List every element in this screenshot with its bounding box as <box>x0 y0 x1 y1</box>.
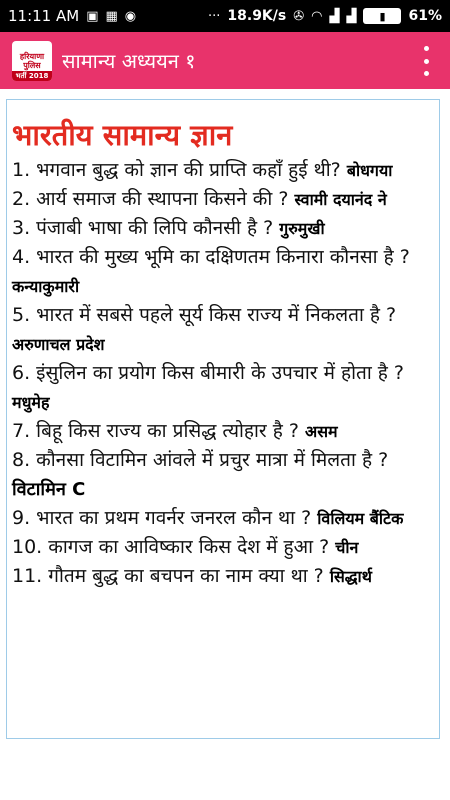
question: 2. आर्य समाज की स्थापना किसने की ? <box>12 188 295 210</box>
answer: स्वामी दयानंद ने <box>294 190 387 209</box>
status-left <box>8 7 136 25</box>
answer: विलियम बैंटिक <box>317 509 404 528</box>
qa-item <box>12 156 434 185</box>
question: 4. भारत की मुख्य भूमि का दक्षिणतम किनारा कौनसा है ? <box>12 246 410 268</box>
app-title: सामान्य अध्ययन १ <box>62 49 196 73</box>
status-time: 11:11 AM <box>8 7 80 25</box>
answer: गुरुमुखी <box>279 219 325 238</box>
qa-item <box>12 359 434 417</box>
qa-item <box>12 533 434 562</box>
logo-line-2: पुलिस <box>23 60 41 70</box>
question: 7. बिहू किस राज्य का प्रसिद्ध त्योहार है ? <box>12 420 305 442</box>
question: 8. कौनसा विटामिन आंवले में प्रचुर मात्रा में मिलता है ? <box>12 449 389 471</box>
answer: अरुणाचल प्रदेश <box>12 335 105 354</box>
vibrate-icon: ✇ <box>293 8 305 24</box>
logo-line-1: हरियाणा <box>19 51 45 61</box>
question: 3. पंजाबी भाषा की लिपि कौनसी है ? <box>12 217 280 239</box>
overflow-menu-icon[interactable] <box>414 46 438 76</box>
question: 6. इंसुलिन का प्रयोग किस बीमारी के उपचार में होता है ? <box>12 362 404 384</box>
question: 5. भारत में सबसे पहले सूर्य किस राज्य में निकलता है ? <box>12 304 397 326</box>
answer: चीन <box>335 538 359 557</box>
question: 9. भारत का प्रथम गवर्नर जनरल कौन था ? <box>12 507 318 529</box>
signal-icon-2: ▟ <box>346 8 357 24</box>
chat-icon: ◉ <box>124 8 137 24</box>
question: 10. कागज का आविष्कार किस देश में हुआ ? <box>12 536 336 558</box>
notification-icon: ▣ <box>86 8 99 24</box>
content-card <box>6 99 440 739</box>
answer: असम <box>304 422 338 441</box>
qa-item <box>12 301 434 359</box>
qa-item <box>12 214 434 243</box>
app-bar <box>0 32 450 89</box>
question: 11. गौतम बुद्ध का बचपन का नाम क्या था ? <box>12 565 330 587</box>
qa-item <box>12 417 434 446</box>
answer: सिद्धार्थ <box>329 567 372 586</box>
more-icon: ··· <box>207 8 221 24</box>
qa-item <box>12 562 434 591</box>
battery-percent: 61% <box>408 8 442 24</box>
qa-item <box>12 243 434 301</box>
wifi-icon: ◠ <box>311 8 323 24</box>
content-area[interactable] <box>0 89 450 800</box>
battery-icon: ▮ <box>363 8 401 24</box>
qa-item <box>12 185 434 214</box>
qa-item <box>12 504 434 533</box>
notification-icon-2: ▦ <box>105 8 118 24</box>
status-right <box>208 8 442 24</box>
app-logo <box>12 41 52 81</box>
qa-item <box>12 446 434 504</box>
network-speed: 18.9K/s <box>227 8 287 24</box>
question: 1. भगवान बुद्ध को ज्ञान की प्राप्ति कहाँ हुई थी? <box>12 159 347 181</box>
signal-icon: ▟ <box>329 8 340 24</box>
answer: बोधगया <box>346 161 393 180</box>
logo-line-3: भर्ती 2018 <box>12 71 52 81</box>
answer: कन्याकुमारी <box>12 277 80 296</box>
page-heading: भारतीय सामान्य ज्ञान <box>12 118 233 152</box>
status-bar <box>0 0 450 32</box>
answer: मधुमेह <box>12 393 50 412</box>
answer: विटामिन C <box>12 479 86 500</box>
